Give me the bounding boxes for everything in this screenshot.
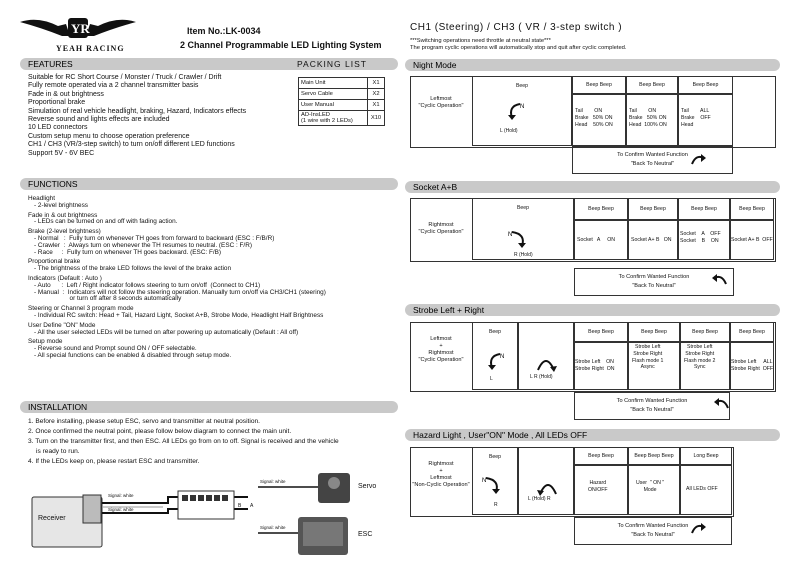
column-header: Beep Beep Beep (628, 447, 680, 465)
function-heading: Setup mode (28, 338, 63, 346)
channel-heading: CH1 (Steering) / CH3 ( VR / 3-step switch ) (410, 22, 623, 33)
function-item: - LEDs can be turned on and off with fading action. (34, 218, 178, 226)
wiring-diagram (28, 467, 398, 562)
table-row: AD-InsLED (1 wire with 2 LEDs) X10 (299, 111, 385, 126)
state-cell: Strobe Left Strobe Right Flash mode 1 Async (632, 344, 664, 371)
column-header: Beep Beep (680, 322, 730, 342)
column-header: Beep Beep (574, 322, 628, 342)
hold-label: L R (Hold) (530, 374, 553, 380)
features-list (28, 74, 246, 158)
function-item: - Reverse sound and Prompt sound ON / OFF selectable. (34, 345, 197, 353)
state-cell: Socket A+ B OFF (731, 237, 773, 243)
install-step: 2. Once confirmed the neutral point, please follow below diagram to connect the main unit. (28, 428, 292, 435)
function-heading: User Define "ON" Mode (28, 321, 96, 329)
function-item: - Race : Fully turn on whenever TH goes backward. (ESC: F/B) (34, 248, 222, 256)
column-header: Beep Beep (678, 76, 733, 94)
hazard-header: Hazard Light , User"ON" Mode , All LEDs OFF (405, 429, 780, 441)
feature-line: Fully remote operated via a 2 channel transmitter basis (28, 82, 199, 90)
confirm-box: To Confirm Wanted Function "Back To Neutral" (574, 268, 734, 296)
return-arrow-icon (688, 519, 708, 539)
hold-label: L (Hold) R (528, 496, 551, 502)
function-item: - Crawler : Always turn on whenever the TH resumes to neutral. (ESC : F/R) (34, 241, 252, 249)
column-header: Long Beep (680, 447, 732, 465)
function-item: - All the user selected LEDs will be turned on after powering up automatically (Default : All off) (34, 328, 299, 336)
receiver-label: Receiver (38, 515, 66, 522)
beep-cell: Beep (472, 447, 518, 515)
state-cell: All LEDs OFF (686, 486, 718, 492)
functions-list (28, 193, 326, 360)
function-item: - The brightness of the brake LED follows the level of the brake action (34, 265, 232, 273)
svg-text:N: N (482, 478, 487, 484)
installation-header: INSTALLATION (20, 401, 398, 413)
wiring-diagram-graphic (28, 467, 398, 562)
state-cell: Tail ON Brake 50% ON Head 50% ON (575, 108, 613, 128)
function-heading: Brake (2-level brightness) (28, 228, 101, 236)
socket-direction: Rightmost "Cyclic Operation" (418, 222, 464, 235)
function-item: or turn off after 8 seconds automatically (34, 295, 182, 303)
state-cell: Tail ON Brake 50% ON Head 100% ON (629, 108, 667, 128)
function-heading: Headlight (28, 195, 56, 202)
feature-line: Suitable for RC Short Course / Monster / Truck / Crawler / Drift (28, 74, 222, 81)
curved-arrow-right-icon (482, 474, 506, 498)
beep-cell: Beep (472, 198, 574, 260)
logo-wings-icon (18, 14, 138, 44)
socket-header: Socket A+B (405, 181, 780, 193)
state-cell: User " ON " Mode (636, 480, 665, 493)
function-heading: Indicators (Default : Auto ) (28, 274, 102, 282)
hold-label: L (Hold) (500, 128, 518, 134)
table-row: Servo Cable X2 (299, 89, 385, 100)
night-mode-header: Night Mode (405, 59, 780, 71)
arc-arrow-icon (534, 352, 558, 374)
signal-label: Signal: white (108, 493, 134, 498)
confirm-box: To Confirm Wanted Function "Back To Neutral" (574, 517, 732, 545)
column-header: Beep Beep (572, 76, 626, 94)
installation-steps (28, 417, 339, 467)
signal-label: Signal: white (108, 507, 134, 512)
state-cell: Socket A OFF Socket B ON (680, 231, 721, 244)
install-step: 3. Turn on the transmitter first, and then ESC. All LEDs go from on to off. Signal is received and the vehicle (28, 438, 339, 445)
brand-name: YEAH RACING (56, 44, 125, 53)
feature-line: Custom setup menu to choose operation preference (28, 132, 190, 140)
curved-arrow-left-icon (484, 350, 508, 374)
beep-cell: Beep (472, 76, 572, 146)
product-title: 2 Channel Programmable LED Lighting System (180, 40, 382, 50)
functions-header: FUNCTIONS (20, 178, 398, 190)
function-item: - Auto : Left / Right indicator follows steering to turn on/off (Connect to CH1) (34, 281, 261, 289)
install-step: 4. If the LEDs keep on, please restart ESC and transmitter. (28, 458, 200, 465)
port-label: A (250, 503, 254, 509)
column-header: Beep Beep (678, 198, 730, 220)
beep-cell: Beep (472, 322, 518, 390)
svg-text:N: N (520, 104, 525, 110)
return-arrow-icon (712, 394, 732, 414)
function-heading: Steering or Channel 3 program mode (28, 305, 134, 313)
table-row: Main Unit X1 (299, 78, 385, 89)
strobe-header: Strobe Left + Right (405, 304, 780, 316)
state-cell: Socket A ON (577, 237, 616, 243)
item-number: Item No.:LK-0034 (187, 26, 261, 36)
column-header: Beep Beep (628, 322, 680, 342)
port-label: B (238, 503, 242, 509)
hold-label: R (Hold) (514, 252, 533, 258)
signal-label: Signal: white (260, 525, 286, 530)
feature-line: Support 5V - 6V BEC (28, 149, 95, 157)
curved-arrow-right-icon (508, 228, 532, 252)
confirm-box: To Confirm Wanted Function "Back To Neutral" (572, 146, 733, 174)
function-item: - Individual RC switch: Head + Tail, Hazard Light, Socket A+B, Strobe Mode, Headlight Half Brightness (34, 311, 324, 319)
svg-text:N: N (508, 232, 513, 238)
arc-arrow-icon (536, 476, 560, 498)
feature-line: Fade in & out brightness (28, 90, 104, 98)
state-cell: Strobe Left ALL Strobe Right OFF (731, 359, 774, 372)
table-row: User Manual X1 (299, 100, 385, 111)
esc-label: ESC (358, 531, 373, 538)
packing-list-label: PACKING LIST (297, 59, 367, 69)
state-cell: Tail ALL Brake OFF Head (681, 108, 711, 128)
function-item: - Normal : Fully turn on whenever TH goes from forward to backward (ESC : F/B/R) (34, 234, 275, 242)
install-step: 1. Before installing, please setup ESC, servo and transmitter at neutral position. (28, 418, 261, 425)
function-heading: Fade in & out brightness (28, 211, 98, 219)
hazard-direction: Rightmost + Leftmost "Non-Cyclic Operation" (412, 461, 470, 488)
curved-arrow-left-icon (504, 100, 528, 124)
state-cell: Hazard ON/OFF (588, 480, 608, 493)
state-cell: Strobe Left ON Strobe Right ON (575, 359, 615, 372)
function-heading: Proportional brake (28, 258, 81, 266)
svg-text:YR: YR (71, 21, 90, 36)
feature-line: Reverse sound and lights effects are included (28, 116, 170, 124)
return-arrow-icon (688, 150, 708, 170)
strobe-direction: Leftmost + Rightmost "Cyclic Operation" (418, 336, 464, 363)
column-header: Beep Beep (730, 322, 774, 342)
signal-label: Signal: white (260, 479, 286, 484)
function-item: - Manual : Indicators will not follow the steering operation. Manually turn on/off via CH3/CH1 (steering) (34, 288, 326, 296)
feature-line: CH1 / CH3 (VR/3-step switch) to turn on/off different LED functions (28, 141, 235, 149)
feature-line: Proportional brake (28, 99, 86, 107)
svg-text:N: N (500, 354, 505, 360)
direction-label: L (490, 376, 493, 382)
feature-line: 10 LED connectors (28, 124, 88, 132)
install-step: is ready to run. (36, 448, 80, 455)
direction-label: R (494, 502, 498, 508)
packing-list-table (298, 77, 385, 126)
column-header: Beep Beep (574, 198, 628, 220)
confirm-box: To Confirm Wanted Function "Back To Neutral" (574, 392, 730, 420)
channel-notes: ***Switching operations need throttle at neutral state*** The program cyclic operations will automatically stop and quit after cyclic completed. (410, 38, 627, 51)
yeah-racing-logo (18, 14, 138, 54)
column-header: Beep Beep (626, 76, 678, 94)
servo-label: Servo (358, 483, 377, 490)
column-header: Beep Beep (574, 447, 628, 465)
column-header: Beep Beep (730, 198, 774, 220)
state-cell: Socket A+ B ON (631, 237, 672, 243)
function-item: - All special functions can be enabled & disabled through setup mode. (34, 351, 232, 359)
return-arrow-icon (710, 270, 730, 290)
state-cell: Strobe Left Strobe Right Flash mode 2 Sync (684, 344, 716, 371)
features-header: FEATURES (20, 58, 398, 70)
function-item: - 2-level brightness (34, 201, 88, 209)
column-header: Beep Beep (628, 198, 678, 220)
feature-line: Simulation of real vehicle headlight, braking, Hazard, Indicators effects (28, 107, 247, 115)
night-mode-direction: Leftmost "Cyclic Operation" (418, 96, 464, 109)
